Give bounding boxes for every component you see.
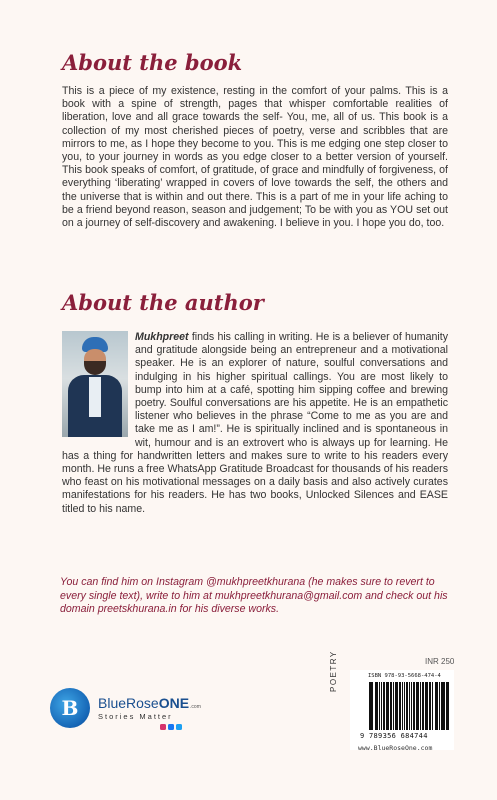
barcode-stripe — [384, 682, 385, 730]
author-name: Mukhpreet — [135, 331, 189, 343]
genre-label: POETRY — [329, 650, 338, 692]
isbn-text: ISBN 978-93-5668-474-4 — [368, 673, 441, 679]
barcode-stripe — [432, 682, 434, 730]
barcode-stripe — [396, 682, 398, 730]
barcode-stripe — [379, 682, 380, 730]
barcode-stripe — [409, 682, 410, 730]
publisher-name-part2: ONE — [158, 695, 190, 711]
about-book-text: This is a piece of my existence, resting in the comfort of your palms. This is a book with a spine of strength, pages that whisper comfortable realities of liberation, love and all grace towards the self- You, me, all of us. This book is a collection of my most cherished pieces of poetry, verse and scribbles that are mirrors to me, as I hope they become to you. This is me edging one step closer to you, to your journey in words as you edge closer to a better version of yourself. This book speaks of comfort, of gratitude, of grace and mindfully of forgiveness, of everything ‘liberating’ wrapped in covers of love towards the self, the others and the universe that is within and out there. This is a part of me in your life aching to be a friend beyond reason, season and judgement; To be with you as YOU set out on a journey of self-discovery and awakening. I believe in you. I hope you do, too. — [62, 85, 448, 230]
price-label: INR 250 — [425, 657, 455, 666]
publisher-domain: .com — [190, 704, 201, 710]
barcode-stripe — [414, 682, 415, 730]
barcode-stripe — [376, 682, 378, 730]
about-book-heading: About the book — [62, 50, 243, 75]
barcode-stripe — [402, 682, 403, 730]
author-shirt — [89, 377, 101, 417]
contact-info: You can find him on Instagram @mukhpreetkhurana (he makes sure to revert to every single text), write to him at mukhpreetkhurana@gmail.com and check out his domain preetskhurana.in for his diverse works. — [60, 576, 448, 615]
publisher-name — [98, 695, 201, 711]
barcode-stripe — [420, 682, 421, 730]
barcode-stripe — [390, 682, 392, 730]
barcode-stripe — [439, 682, 440, 730]
barcode — [369, 682, 450, 730]
publisher-logo-block — [50, 688, 201, 728]
twitter-icon — [176, 724, 182, 730]
about-author-heading: About the author — [62, 290, 264, 315]
publisher-website: www.BlueRoseOne.com — [358, 744, 433, 752]
instagram-icon — [160, 724, 166, 730]
barcode-stripe — [447, 682, 449, 730]
publisher-tagline: Stories Matter — [98, 712, 173, 721]
barcode-stripe — [406, 682, 408, 730]
barcode-stripe — [436, 682, 438, 730]
barcode-stripe — [444, 682, 445, 730]
social-icons — [160, 724, 182, 730]
author-beard — [84, 361, 106, 375]
publisher-name-part1: BlueRose — [98, 695, 159, 711]
author-bio: finds his calling in writing. He is a believer of humanity and gratitude alongside being an entrepreneur and a motivational speaker. He is an explorer of nature, soulful conversations and indulging in his higher spiritual callings. You are most likely to bump into him at a café, spotting him sipping coffee and brewing poetry. Soulful conversations are his appetite. He is an empathetic listener who believes in the phrase “Come to me as you are and take me as I am!”. He is spiritually inclined and is spontaneous in wit, humour and is an extrovert who is always up for learning. He has a thing for handwritten letters and makes sure to write to his readers every month. He runs a free WhatsApp Gratitude Broadcast for thousands of his readers who feast on his motivational messages on a daily basis and also actively curates manifestations for his readers. He has two books, Unlocked Silences and EASE titled to his name. — [62, 331, 448, 515]
barcode-stripe — [426, 682, 428, 730]
barcode-stripe — [442, 682, 444, 730]
isbn-number: 9 789356 684744 — [360, 732, 428, 740]
facebook-icon — [168, 724, 174, 730]
about-author-text — [62, 331, 448, 516]
barcode-stripe — [372, 682, 373, 730]
author-photo — [62, 331, 128, 437]
barcode-stripe — [370, 682, 372, 730]
publisher-logo-icon: B — [50, 688, 90, 728]
